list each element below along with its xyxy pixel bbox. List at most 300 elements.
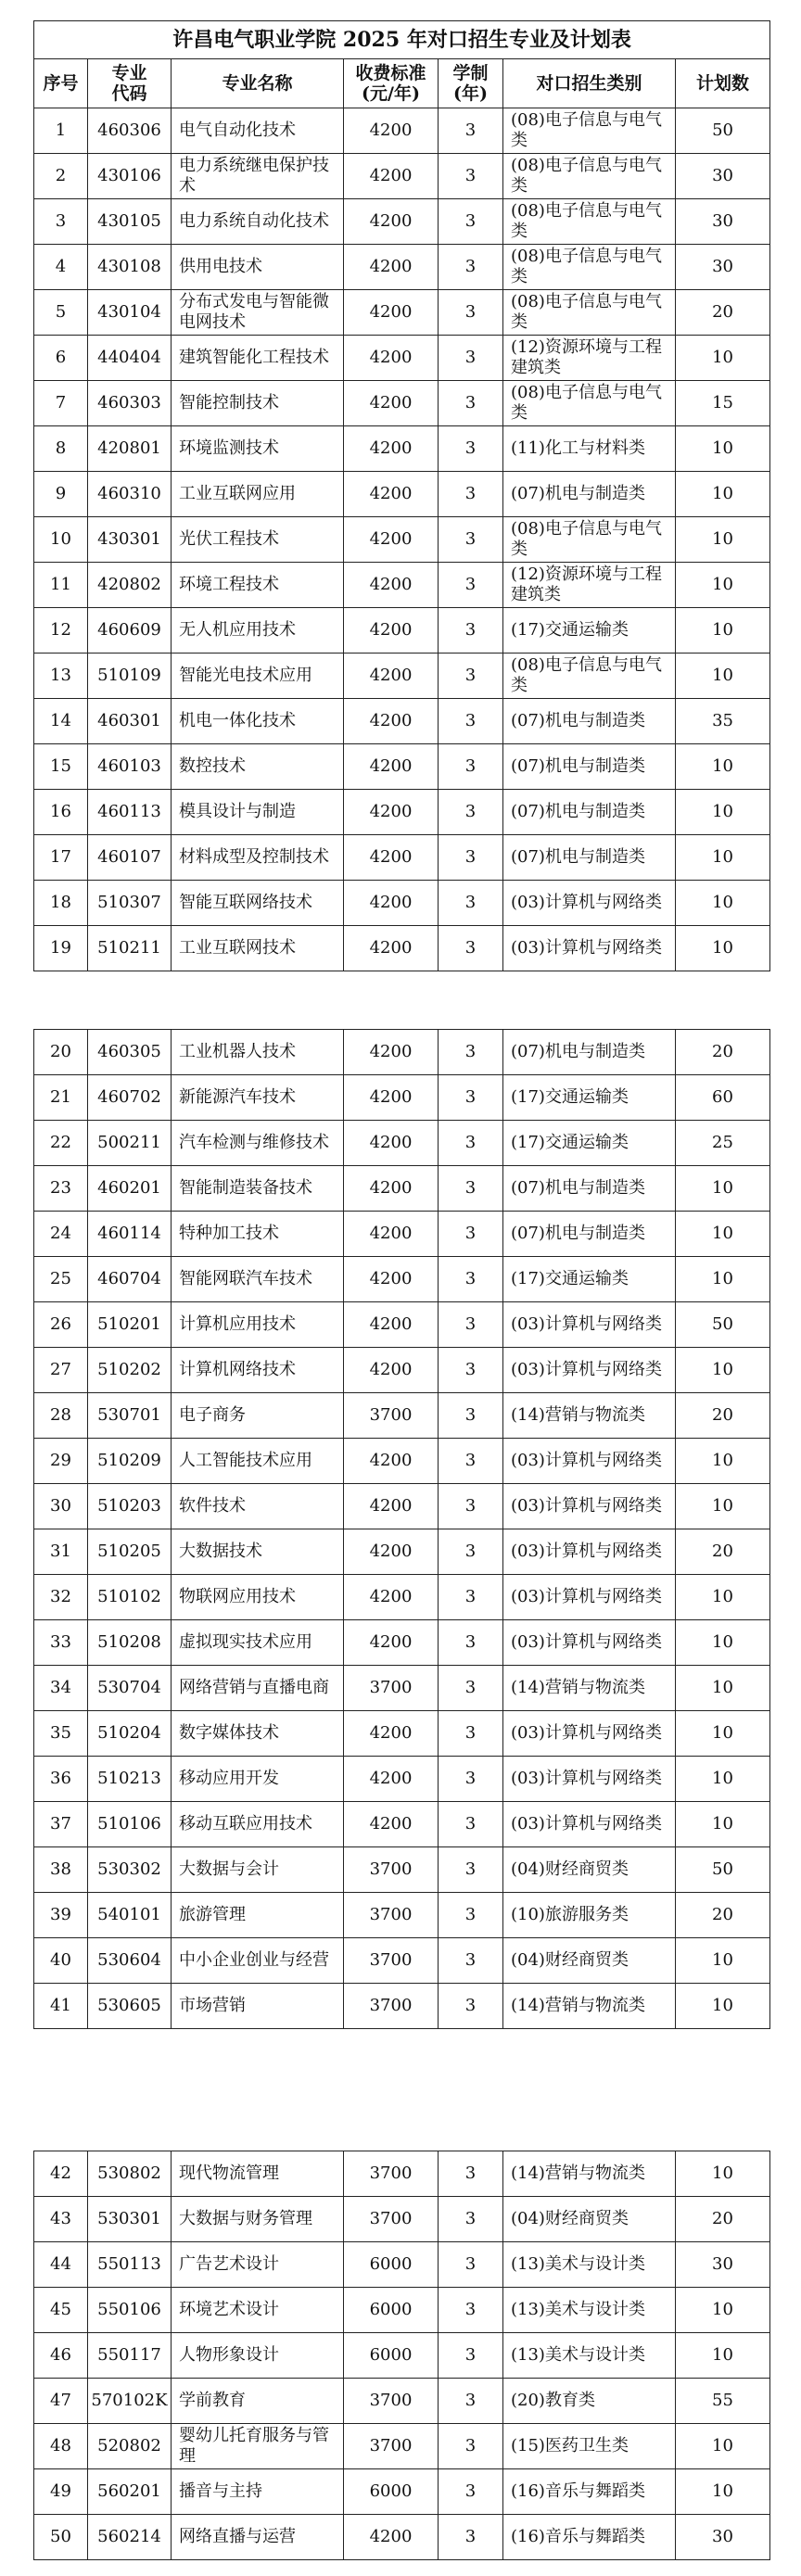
cell-category: (08)电子信息与电气类 bbox=[503, 290, 676, 336]
cell-plan: 50 bbox=[676, 1302, 770, 1348]
table-row bbox=[34, 2242, 770, 2288]
table-row bbox=[34, 926, 770, 971]
cell-name: 移动应用开发 bbox=[172, 1757, 344, 1802]
table-row bbox=[34, 108, 770, 154]
cell-fee: 4200 bbox=[344, 199, 439, 245]
cell-category: (03)计算机与网络类 bbox=[503, 1802, 676, 1847]
cell-name: 智能控制技术 bbox=[172, 381, 344, 426]
cell-seq: 31 bbox=[34, 1529, 88, 1575]
cell-plan: 10 bbox=[676, 472, 770, 517]
cell-category: (07)机电与制造类 bbox=[503, 790, 676, 835]
cell-fee: 4200 bbox=[344, 1166, 439, 1212]
cell-years: 3 bbox=[439, 1529, 503, 1575]
cell-fee: 4200 bbox=[344, 563, 439, 608]
cell-category: (03)计算机与网络类 bbox=[503, 1575, 676, 1620]
cell-code: 550117 bbox=[88, 2333, 172, 2379]
cell-seq: 15 bbox=[34, 744, 88, 790]
cell-name: 分布式发电与智能微电网技术 bbox=[172, 290, 344, 336]
cell-seq: 38 bbox=[34, 1847, 88, 1893]
table-row bbox=[34, 1757, 770, 1802]
cell-seq: 20 bbox=[34, 1030, 88, 1075]
cell-category: (03)计算机与网络类 bbox=[503, 1620, 676, 1666]
cell-years: 3 bbox=[439, 2151, 503, 2197]
table-row bbox=[34, 2197, 770, 2242]
table-row bbox=[34, 1938, 770, 1984]
cell-plan: 10 bbox=[676, 1938, 770, 1984]
cell-plan: 10 bbox=[676, 1348, 770, 1393]
table-row bbox=[34, 1711, 770, 1757]
cell-code: 510109 bbox=[88, 654, 172, 699]
table-row bbox=[34, 1166, 770, 1212]
cell-seq: 1 bbox=[34, 108, 88, 154]
cell-seq: 27 bbox=[34, 1348, 88, 1393]
cell-seq: 45 bbox=[34, 2288, 88, 2333]
table-row bbox=[34, 699, 770, 744]
cell-fee: 3700 bbox=[344, 2424, 439, 2469]
cell-plan: 10 bbox=[676, 835, 770, 881]
cell-name: 无人机应用技术 bbox=[172, 608, 344, 654]
table-block-3 bbox=[33, 2151, 769, 2560]
cell-code: 430105 bbox=[88, 199, 172, 245]
table-row bbox=[34, 1439, 770, 1484]
cell-seq: 8 bbox=[34, 426, 88, 472]
cell-category: (14)营销与物流类 bbox=[503, 2151, 676, 2197]
cell-fee: 4200 bbox=[344, 381, 439, 426]
cell-seq: 40 bbox=[34, 1938, 88, 1984]
cell-years: 3 bbox=[439, 2288, 503, 2333]
cell-plan: 10 bbox=[676, 654, 770, 699]
cell-seq: 46 bbox=[34, 2333, 88, 2379]
cell-fee: 4200 bbox=[344, 1257, 439, 1302]
cell-seq: 26 bbox=[34, 1302, 88, 1348]
cell-years: 3 bbox=[439, 608, 503, 654]
cell-name: 大数据与会计 bbox=[172, 1847, 344, 1893]
cell-fee: 3700 bbox=[344, 1393, 439, 1439]
cell-fee: 4200 bbox=[344, 790, 439, 835]
header-fee bbox=[344, 59, 439, 108]
cell-name: 智能互联网络技术 bbox=[172, 881, 344, 926]
cell-fee: 4200 bbox=[344, 1711, 439, 1757]
cell-name: 智能光电技术应用 bbox=[172, 654, 344, 699]
cell-code: 430301 bbox=[88, 517, 172, 563]
cell-years: 3 bbox=[439, 835, 503, 881]
cell-plan: 10 bbox=[676, 2469, 770, 2515]
cell-name: 人工智能技术应用 bbox=[172, 1439, 344, 1484]
cell-seq: 37 bbox=[34, 1802, 88, 1847]
cell-years: 3 bbox=[439, 744, 503, 790]
table-body-3 bbox=[34, 2151, 770, 2560]
cell-name: 电力系统自动化技术 bbox=[172, 199, 344, 245]
cell-name: 软件技术 bbox=[172, 1484, 344, 1529]
cell-name: 光伏工程技术 bbox=[172, 517, 344, 563]
cell-plan: 10 bbox=[676, 2333, 770, 2379]
cell-plan: 30 bbox=[676, 2515, 770, 2560]
cell-category: (04)财经商贸类 bbox=[503, 2197, 676, 2242]
cell-category: (16)音乐与舞蹈类 bbox=[503, 2469, 676, 2515]
cell-fee: 4200 bbox=[344, 2515, 439, 2560]
cell-years: 3 bbox=[439, 790, 503, 835]
table-row bbox=[34, 1257, 770, 1302]
cell-category: (13)美术与设计类 bbox=[503, 2288, 676, 2333]
table-row bbox=[34, 154, 770, 199]
table-row bbox=[34, 2469, 770, 2515]
cell-seq: 28 bbox=[34, 1393, 88, 1439]
title-row bbox=[34, 21, 770, 59]
header-years bbox=[439, 59, 503, 108]
cell-name: 物联网应用技术 bbox=[172, 1575, 344, 1620]
cell-fee: 4200 bbox=[344, 1620, 439, 1666]
cell-years: 3 bbox=[439, 517, 503, 563]
header-seq: 序号 bbox=[34, 59, 88, 108]
cell-fee: 4200 bbox=[344, 1121, 439, 1166]
table-row bbox=[34, 245, 770, 290]
table-row bbox=[34, 1893, 770, 1938]
cell-plan: 10 bbox=[676, 1257, 770, 1302]
cell-fee: 4200 bbox=[344, 699, 439, 744]
cell-plan: 10 bbox=[676, 1439, 770, 1484]
cell-name: 网络营销与直播电商 bbox=[172, 1666, 344, 1711]
table-row bbox=[34, 426, 770, 472]
cell-years: 3 bbox=[439, 290, 503, 336]
cell-category: (08)电子信息与电气类 bbox=[503, 245, 676, 290]
cell-seq: 14 bbox=[34, 699, 88, 744]
cell-seq: 22 bbox=[34, 1121, 88, 1166]
cell-category: (15)医药卫生类 bbox=[503, 2424, 676, 2469]
cell-years: 3 bbox=[439, 245, 503, 290]
cell-plan: 55 bbox=[676, 2379, 770, 2424]
cell-code: 530704 bbox=[88, 1666, 172, 1711]
table-row bbox=[34, 381, 770, 426]
cell-category: (10)旅游服务类 bbox=[503, 1893, 676, 1938]
cell-code: 460113 bbox=[88, 790, 172, 835]
cell-seq: 21 bbox=[34, 1075, 88, 1121]
cell-seq: 13 bbox=[34, 654, 88, 699]
cell-code: 460310 bbox=[88, 472, 172, 517]
cell-category: (13)美术与设计类 bbox=[503, 2333, 676, 2379]
cell-code: 460306 bbox=[88, 108, 172, 154]
cell-plan: 20 bbox=[676, 1529, 770, 1575]
table-body-1 bbox=[34, 108, 770, 971]
page-title: 许昌电气职业学院 2025 年对口招生专业及计划表 bbox=[34, 21, 770, 59]
header-fee-line1: 收费标准 bbox=[355, 63, 426, 83]
cell-category: (04)财经商贸类 bbox=[503, 1847, 676, 1893]
cell-fee: 4200 bbox=[344, 290, 439, 336]
cell-fee: 3700 bbox=[344, 1984, 439, 2029]
cell-plan: 35 bbox=[676, 699, 770, 744]
cell-years: 3 bbox=[439, 1348, 503, 1393]
cell-plan: 10 bbox=[676, 1484, 770, 1529]
cell-plan: 20 bbox=[676, 290, 770, 336]
cell-code: 520802 bbox=[88, 2424, 172, 2469]
header-row bbox=[34, 59, 770, 108]
cell-fee: 4200 bbox=[344, 1212, 439, 1257]
cell-code: 460303 bbox=[88, 381, 172, 426]
table-row bbox=[34, 1075, 770, 1121]
table-row bbox=[34, 1529, 770, 1575]
cell-code: 460702 bbox=[88, 1075, 172, 1121]
cell-plan: 10 bbox=[676, 608, 770, 654]
table-row bbox=[34, 1984, 770, 2029]
cell-name: 学前教育 bbox=[172, 2379, 344, 2424]
cell-seq: 35 bbox=[34, 1711, 88, 1757]
header-code-line2: 代码 bbox=[111, 83, 147, 104]
cell-code: 460107 bbox=[88, 835, 172, 881]
cell-years: 3 bbox=[439, 1484, 503, 1529]
cell-code: 510102 bbox=[88, 1575, 172, 1620]
cell-plan: 30 bbox=[676, 199, 770, 245]
cell-plan: 50 bbox=[676, 108, 770, 154]
cell-fee: 4200 bbox=[344, 1757, 439, 1802]
cell-name: 计算机应用技术 bbox=[172, 1302, 344, 1348]
cell-fee: 4200 bbox=[344, 1075, 439, 1121]
cell-code: 560214 bbox=[88, 2515, 172, 2560]
cell-plan: 10 bbox=[676, 1666, 770, 1711]
cell-plan: 10 bbox=[676, 517, 770, 563]
header-fee-line2: (元/年) bbox=[362, 83, 420, 104]
table-row bbox=[34, 2424, 770, 2469]
cell-category: (03)计算机与网络类 bbox=[503, 1757, 676, 1802]
cell-seq: 42 bbox=[34, 2151, 88, 2197]
cell-seq: 43 bbox=[34, 2197, 88, 2242]
table-row bbox=[34, 2515, 770, 2560]
cell-years: 3 bbox=[439, 1075, 503, 1121]
cell-name: 供用电技术 bbox=[172, 245, 344, 290]
cell-fee: 4200 bbox=[344, 1439, 439, 1484]
cell-plan: 10 bbox=[676, 926, 770, 971]
cell-years: 3 bbox=[439, 1212, 503, 1257]
cell-plan: 10 bbox=[676, 2288, 770, 2333]
cell-plan: 20 bbox=[676, 1030, 770, 1075]
cell-fee: 4200 bbox=[344, 608, 439, 654]
cell-plan: 10 bbox=[676, 336, 770, 381]
table-row bbox=[34, 835, 770, 881]
cell-name: 现代物流管理 bbox=[172, 2151, 344, 2197]
cell-plan: 25 bbox=[676, 1121, 770, 1166]
cell-years: 3 bbox=[439, 2515, 503, 2560]
cell-plan: 10 bbox=[676, 563, 770, 608]
cell-years: 3 bbox=[439, 426, 503, 472]
cell-fee: 4200 bbox=[344, 1030, 439, 1075]
cell-name: 建筑智能化工程技术 bbox=[172, 336, 344, 381]
cell-category: (07)机电与制造类 bbox=[503, 835, 676, 881]
cell-code: 460114 bbox=[88, 1212, 172, 1257]
header-code-line1: 专业 bbox=[111, 63, 147, 83]
cell-years: 3 bbox=[439, 1802, 503, 1847]
cell-code: 510211 bbox=[88, 926, 172, 971]
cell-plan: 20 bbox=[676, 2197, 770, 2242]
table-row bbox=[34, 1575, 770, 1620]
cell-category: (03)计算机与网络类 bbox=[503, 1529, 676, 1575]
cell-fee: 3700 bbox=[344, 2379, 439, 2424]
cell-plan: 10 bbox=[676, 1166, 770, 1212]
cell-fee: 3700 bbox=[344, 1938, 439, 1984]
cell-code: 430108 bbox=[88, 245, 172, 290]
cell-code: 460305 bbox=[88, 1030, 172, 1075]
cell-fee: 4200 bbox=[344, 245, 439, 290]
cell-name: 特种加工技术 bbox=[172, 1212, 344, 1257]
cell-fee: 3700 bbox=[344, 1847, 439, 1893]
cell-years: 3 bbox=[439, 654, 503, 699]
cell-plan: 10 bbox=[676, 426, 770, 472]
cell-code: 530604 bbox=[88, 1938, 172, 1984]
cell-name: 市场营销 bbox=[172, 1984, 344, 2029]
cell-category: (07)机电与制造类 bbox=[503, 472, 676, 517]
table-row bbox=[34, 1121, 770, 1166]
cell-name: 婴幼儿托育服务与管理 bbox=[172, 2424, 344, 2469]
plan-table-1 bbox=[33, 20, 770, 971]
cell-years: 3 bbox=[439, 2333, 503, 2379]
cell-fee: 4200 bbox=[344, 472, 439, 517]
cell-code: 510201 bbox=[88, 1302, 172, 1348]
cell-plan: 30 bbox=[676, 154, 770, 199]
cell-years: 3 bbox=[439, 2242, 503, 2288]
cell-fee: 4200 bbox=[344, 154, 439, 199]
cell-code: 460103 bbox=[88, 744, 172, 790]
cell-seq: 11 bbox=[34, 563, 88, 608]
cell-seq: 49 bbox=[34, 2469, 88, 2515]
cell-code: 550113 bbox=[88, 2242, 172, 2288]
cell-name: 移动互联应用技术 bbox=[172, 1802, 344, 1847]
cell-seq: 5 bbox=[34, 290, 88, 336]
cell-code: 510213 bbox=[88, 1757, 172, 1802]
cell-years: 3 bbox=[439, 154, 503, 199]
cell-category: (17)交通运输类 bbox=[503, 1075, 676, 1121]
cell-seq: 41 bbox=[34, 1984, 88, 2029]
cell-years: 3 bbox=[439, 2379, 503, 2424]
cell-name: 新能源汽车技术 bbox=[172, 1075, 344, 1121]
table-block-2 bbox=[33, 1029, 769, 2029]
table-row bbox=[34, 199, 770, 245]
cell-years: 3 bbox=[439, 1030, 503, 1075]
cell-category: (17)交通运输类 bbox=[503, 1257, 676, 1302]
cell-code: 510106 bbox=[88, 1802, 172, 1847]
cell-seq: 44 bbox=[34, 2242, 88, 2288]
cell-code: 430106 bbox=[88, 154, 172, 199]
cell-name: 环境监测技术 bbox=[172, 426, 344, 472]
cell-fee: 4200 bbox=[344, 926, 439, 971]
cell-seq: 24 bbox=[34, 1212, 88, 1257]
cell-seq: 4 bbox=[34, 245, 88, 290]
cell-plan: 50 bbox=[676, 1847, 770, 1893]
cell-fee: 4200 bbox=[344, 108, 439, 154]
cell-code: 530302 bbox=[88, 1847, 172, 1893]
cell-name: 电子商务 bbox=[172, 1393, 344, 1439]
cell-seq: 3 bbox=[34, 199, 88, 245]
cell-plan: 10 bbox=[676, 1620, 770, 1666]
cell-name: 大数据技术 bbox=[172, 1529, 344, 1575]
cell-years: 3 bbox=[439, 1439, 503, 1484]
cell-seq: 29 bbox=[34, 1439, 88, 1484]
cell-fee: 4200 bbox=[344, 336, 439, 381]
cell-plan: 10 bbox=[676, 744, 770, 790]
cell-plan: 20 bbox=[676, 1393, 770, 1439]
cell-category: (11)化工与材料类 bbox=[503, 426, 676, 472]
cell-category: (17)交通运输类 bbox=[503, 1121, 676, 1166]
cell-fee: 6000 bbox=[344, 2333, 439, 2379]
cell-fee: 4200 bbox=[344, 1348, 439, 1393]
cell-plan: 10 bbox=[676, 2424, 770, 2469]
cell-code: 460609 bbox=[88, 608, 172, 654]
table-row bbox=[34, 290, 770, 336]
cell-fee: 4200 bbox=[344, 517, 439, 563]
cell-code: 540101 bbox=[88, 1893, 172, 1938]
cell-name: 广告艺术设计 bbox=[172, 2242, 344, 2288]
cell-code: 510204 bbox=[88, 1711, 172, 1757]
cell-category: (03)计算机与网络类 bbox=[503, 1711, 676, 1757]
table-row bbox=[34, 517, 770, 563]
cell-category: (14)营销与物流类 bbox=[503, 1666, 676, 1711]
cell-fee: 3700 bbox=[344, 1893, 439, 1938]
cell-years: 3 bbox=[439, 881, 503, 926]
cell-seq: 30 bbox=[34, 1484, 88, 1529]
cell-years: 3 bbox=[439, 1620, 503, 1666]
cell-years: 3 bbox=[439, 199, 503, 245]
cell-category: (08)电子信息与电气类 bbox=[503, 199, 676, 245]
table-row bbox=[34, 2288, 770, 2333]
cell-seq: 6 bbox=[34, 336, 88, 381]
cell-category: (13)美术与设计类 bbox=[503, 2242, 676, 2288]
cell-seq: 19 bbox=[34, 926, 88, 971]
cell-fee: 4200 bbox=[344, 744, 439, 790]
cell-name: 汽车检测与维修技术 bbox=[172, 1121, 344, 1166]
cell-fee: 6000 bbox=[344, 2288, 439, 2333]
cell-category: (14)营销与物流类 bbox=[503, 1393, 676, 1439]
cell-name: 电气自动化技术 bbox=[172, 108, 344, 154]
cell-seq: 10 bbox=[34, 517, 88, 563]
cell-years: 3 bbox=[439, 1711, 503, 1757]
table-row bbox=[34, 1302, 770, 1348]
header-code bbox=[88, 59, 172, 108]
cell-code: 420802 bbox=[88, 563, 172, 608]
cell-seq: 12 bbox=[34, 608, 88, 654]
cell-category: (04)财经商贸类 bbox=[503, 1938, 676, 1984]
table-row bbox=[34, 2333, 770, 2379]
cell-years: 3 bbox=[439, 336, 503, 381]
cell-code: 510203 bbox=[88, 1484, 172, 1529]
table-body-2 bbox=[34, 1030, 770, 2029]
table-row bbox=[34, 608, 770, 654]
cell-name: 工业互联网应用 bbox=[172, 472, 344, 517]
cell-plan: 20 bbox=[676, 1893, 770, 1938]
cell-category: (03)计算机与网络类 bbox=[503, 1348, 676, 1393]
cell-code: 460704 bbox=[88, 1257, 172, 1302]
cell-plan: 10 bbox=[676, 1802, 770, 1847]
cell-code: 510208 bbox=[88, 1620, 172, 1666]
cell-category: (03)计算机与网络类 bbox=[503, 926, 676, 971]
cell-seq: 34 bbox=[34, 1666, 88, 1711]
cell-code: 420801 bbox=[88, 426, 172, 472]
cell-code: 510202 bbox=[88, 1348, 172, 1393]
table-row bbox=[34, 1484, 770, 1529]
cell-name: 环境工程技术 bbox=[172, 563, 344, 608]
cell-category: (03)计算机与网络类 bbox=[503, 1439, 676, 1484]
cell-years: 3 bbox=[439, 1121, 503, 1166]
cell-code: 460201 bbox=[88, 1166, 172, 1212]
cell-code: 510307 bbox=[88, 881, 172, 926]
cell-years: 3 bbox=[439, 1166, 503, 1212]
cell-fee: 3700 bbox=[344, 2197, 439, 2242]
cell-code: 500211 bbox=[88, 1121, 172, 1166]
cell-plan: 10 bbox=[676, 1575, 770, 1620]
header-plan: 计划数 bbox=[676, 59, 770, 108]
cell-fee: 4200 bbox=[344, 654, 439, 699]
cell-years: 3 bbox=[439, 1393, 503, 1439]
cell-years: 3 bbox=[439, 563, 503, 608]
cell-plan: 10 bbox=[676, 881, 770, 926]
table-row bbox=[34, 881, 770, 926]
cell-plan: 10 bbox=[676, 1984, 770, 2029]
table-row bbox=[34, 1393, 770, 1439]
